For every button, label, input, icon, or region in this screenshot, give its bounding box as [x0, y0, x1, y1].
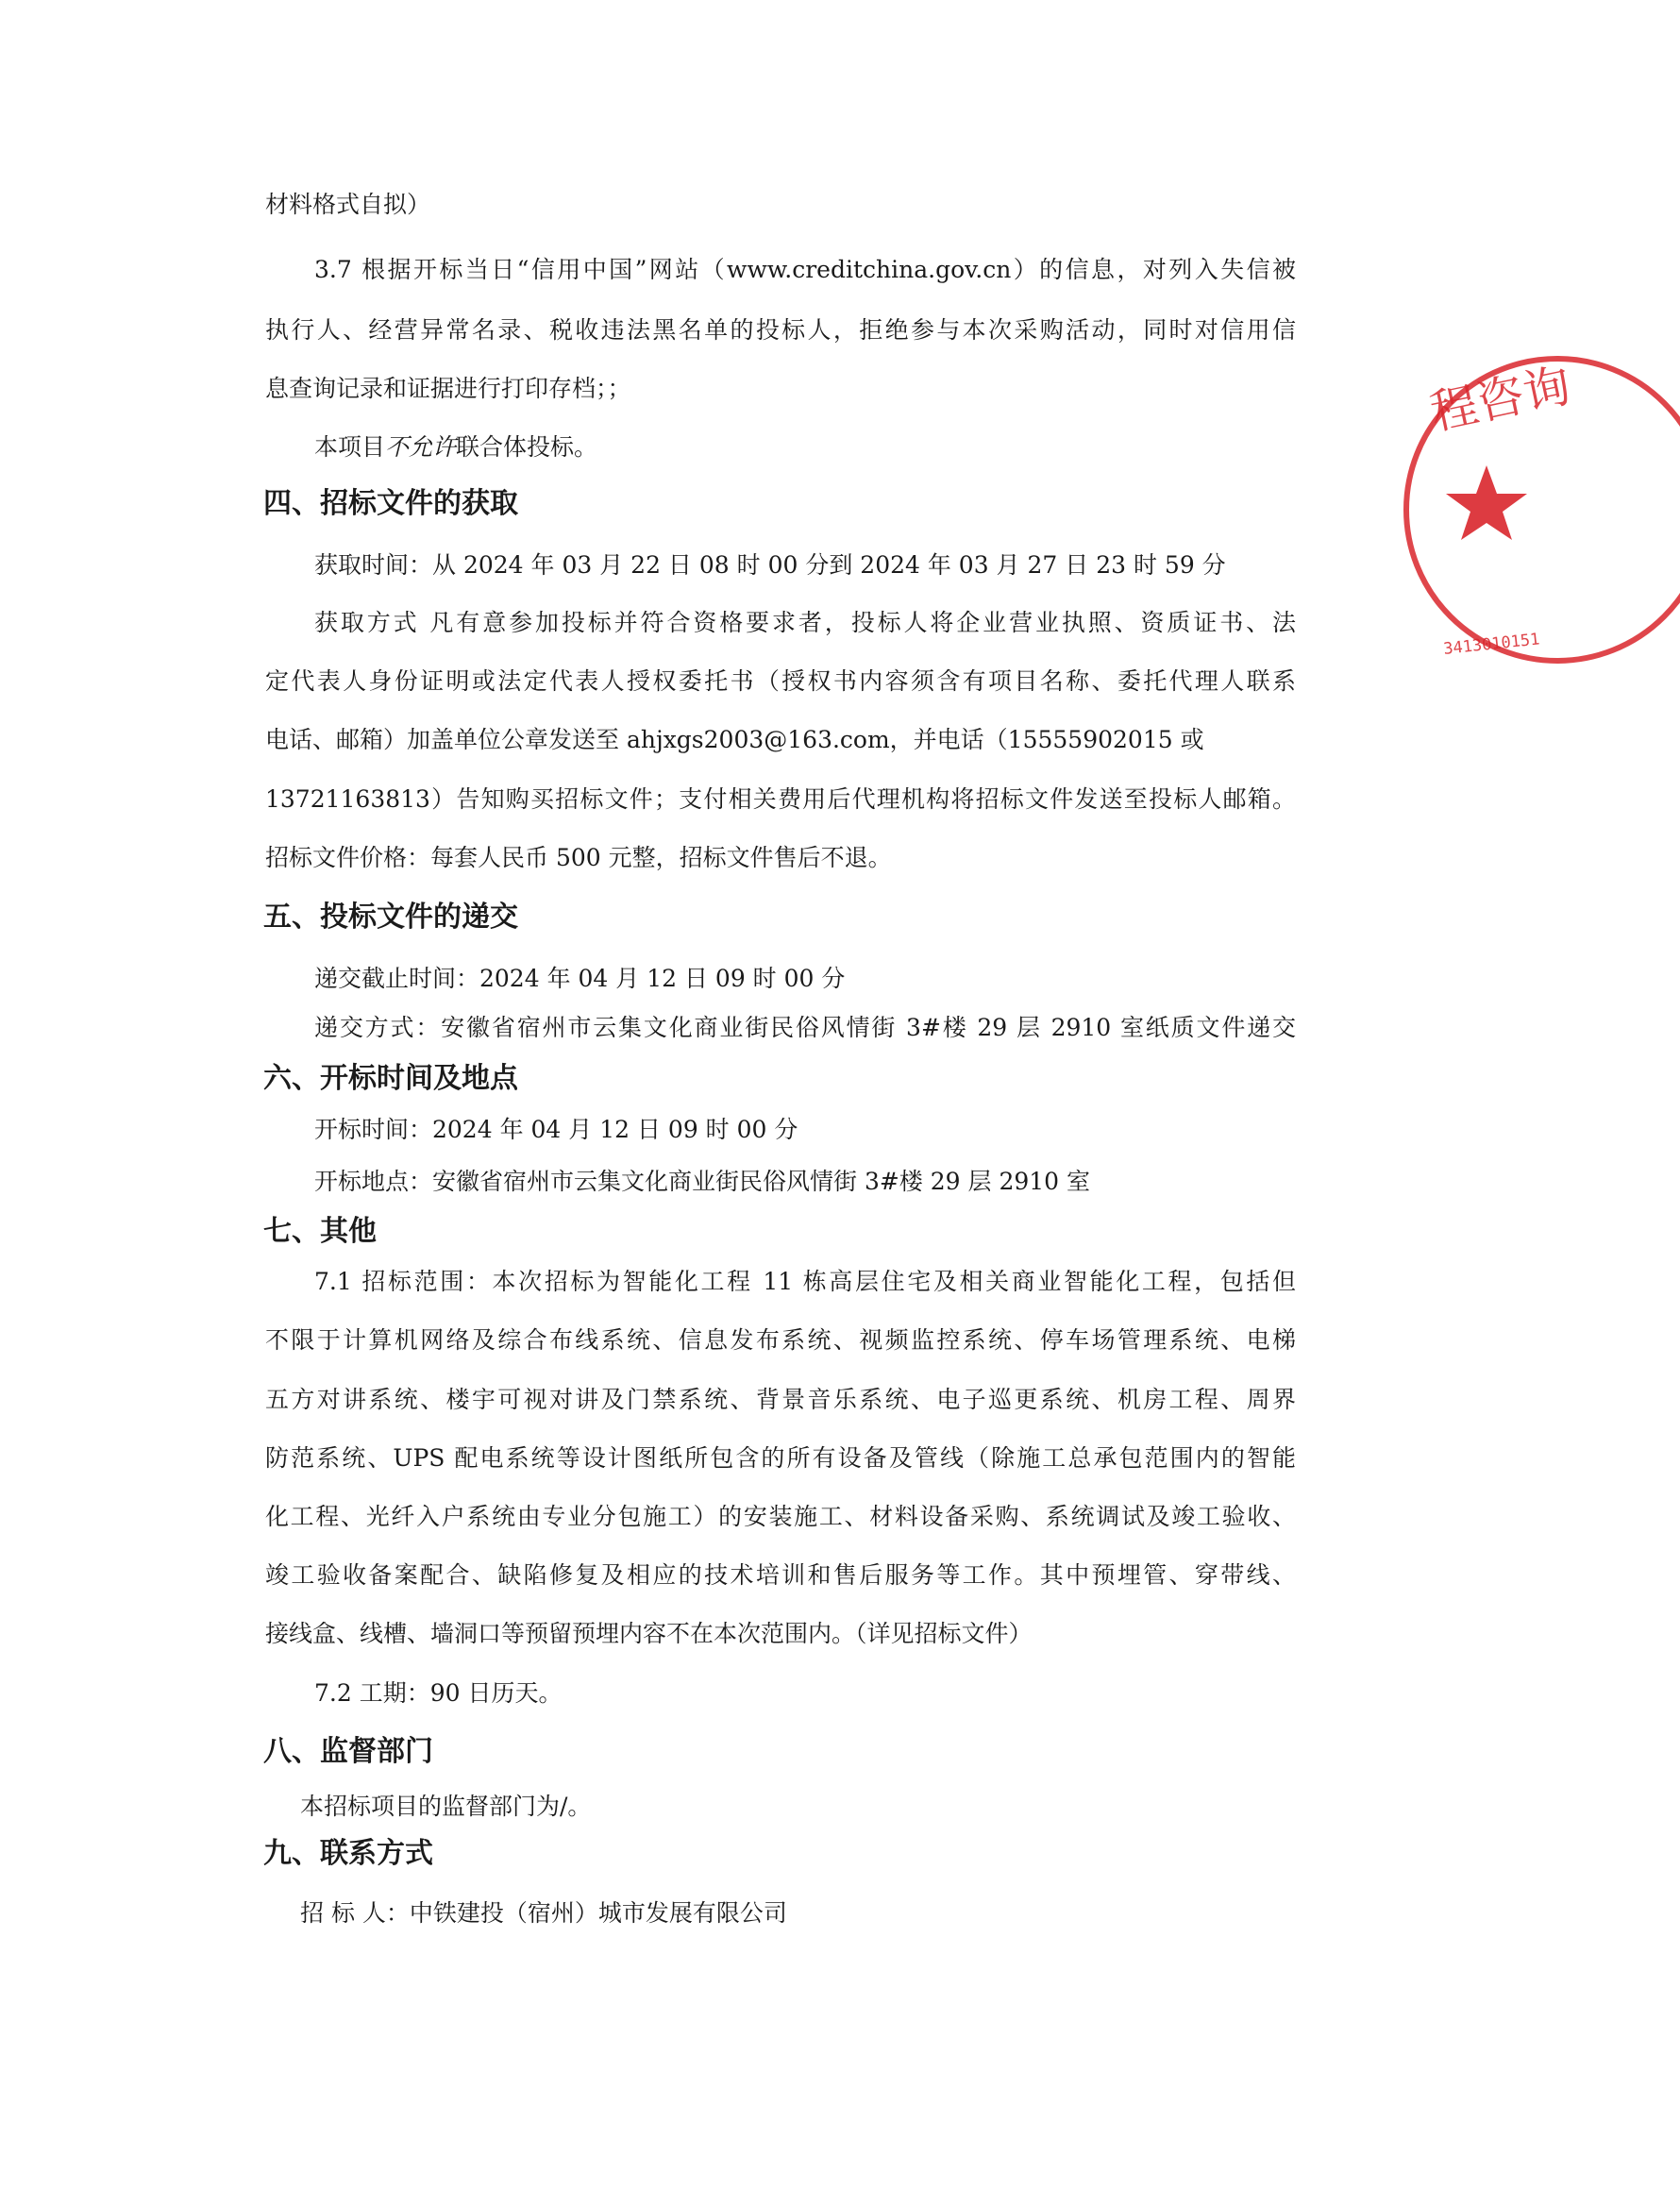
text-line [314, 430, 1296, 465]
text-line: 化工程、光纤入户系统由专业分包施工）的安装施工、材料设备采购、系统调试及竣工验收、 [265, 1503, 1296, 1530]
section-heading: 八、监督部门 [263, 1735, 433, 1768]
text-line: 7.1 招标范围：本次招标为智能化工程 11 栋高层住宅及相关商业智能化工程，包括但 [314, 1268, 1296, 1295]
text-line: 执行人、经营异常名录、税收违法黑名单的投标人，拒绝参与本次采购活动，同时对信用信 [265, 316, 1296, 344]
star-icon [1446, 465, 1527, 540]
text-span: 本项目 [314, 433, 386, 461]
section-heading: 六、开标时间及地点 [263, 1062, 518, 1095]
text-line: 材料格式自拟） [265, 191, 431, 218]
text-line: 电话、邮箱）加盖单位公章发送至 ahjxgs2003@163.com，并电话（15555902015 或 [265, 726, 1204, 753]
text-line: 获取时间：从 2024 年 03 月 22 日 08 时 00 分到 2024 年 03 月 27 日 23 时 59 分 [314, 551, 1226, 579]
text-line: 接线盒、线槽、墙洞口等预留预埋内容不在本次范围内。（详见招标文件） [265, 1620, 1033, 1647]
text-line: 3.7 根据开标当日“信用中国”网站（www.creditchina.gov.cn）的信息，对列入失信被 [314, 256, 1296, 283]
text-line: 递交方式：安徽省宿州市云集文化商业街民俗风情街 3#楼 29 层 2910 室纸质文件递交 [314, 1014, 1296, 1041]
section-heading: 四、招标文件的获取 [263, 487, 518, 520]
section-heading: 七、其他 [263, 1215, 377, 1248]
text-line: 获取方式 凡有意参加投标并符合资格要求者，投标人将企业营业执照、资质证书、法 [314, 609, 1296, 636]
text-line: 开标时间：2024 年 04 月 12 日 09 时 00 分 [314, 1116, 798, 1143]
text-line: 竣工验收备案配合、缺陷修复及相应的技术培训和售后服务等工作。其中预埋管、穿带线、 [265, 1561, 1296, 1589]
text-line: 7.2 工期：90 日历天。 [314, 1679, 563, 1707]
text-span: 联合体投标。 [456, 433, 598, 461]
text-line: 防范系统、UPS 配电系统等设计图纸所包含的所有设备及管线（除施工总承包范围内的智能 [265, 1444, 1296, 1472]
seal-number: 3413010151 [1442, 630, 1541, 659]
company-seal [1397, 340, 1680, 680]
text-line: 五方对讲系统、楼宇可视对讲及门禁系统、背景音乐系统、电子巡更系统、机房工程、周界 [265, 1386, 1296, 1413]
text-line: 本招标项目的监督部门为/。 [300, 1793, 592, 1820]
text-span-italic: 不允许 [385, 433, 457, 461]
text-line: 息查询记录和证据进行打印存档；； [265, 375, 631, 402]
section-heading: 九、联系方式 [263, 1837, 433, 1870]
text-line: 定代表人身份证明或法定代表人授权委托书（授权书内容须含有项目名称、委托代理人联系 [265, 667, 1296, 695]
text-line: 13721163813）告知购买招标文件；支付相关费用后代理机构将招标文件发送至投标人邮箱。 [265, 785, 1296, 813]
seal-text: 程咨询 [1425, 357, 1576, 441]
text-line: 招 标 人：中铁建投（宿州）城市发展有限公司 [300, 1899, 787, 1927]
text-line: 开标地点：安徽省宿州市云集文化商业街民俗风情街 3#楼 29 层 2910 室 [314, 1168, 1091, 1195]
text-line: 招标文件价格：每套人民币 500 元整，招标文件售后不退。 [265, 844, 892, 871]
text-line: 不限于计算机网络及综合布线系统、信息发布系统、视频监控系统、停车场管理系统、电梯 [265, 1326, 1296, 1354]
text-line: 递交截止时间：2024 年 04 月 12 日 09 时 00 分 [314, 965, 846, 992]
section-heading: 五、投标文件的递交 [263, 901, 518, 934]
